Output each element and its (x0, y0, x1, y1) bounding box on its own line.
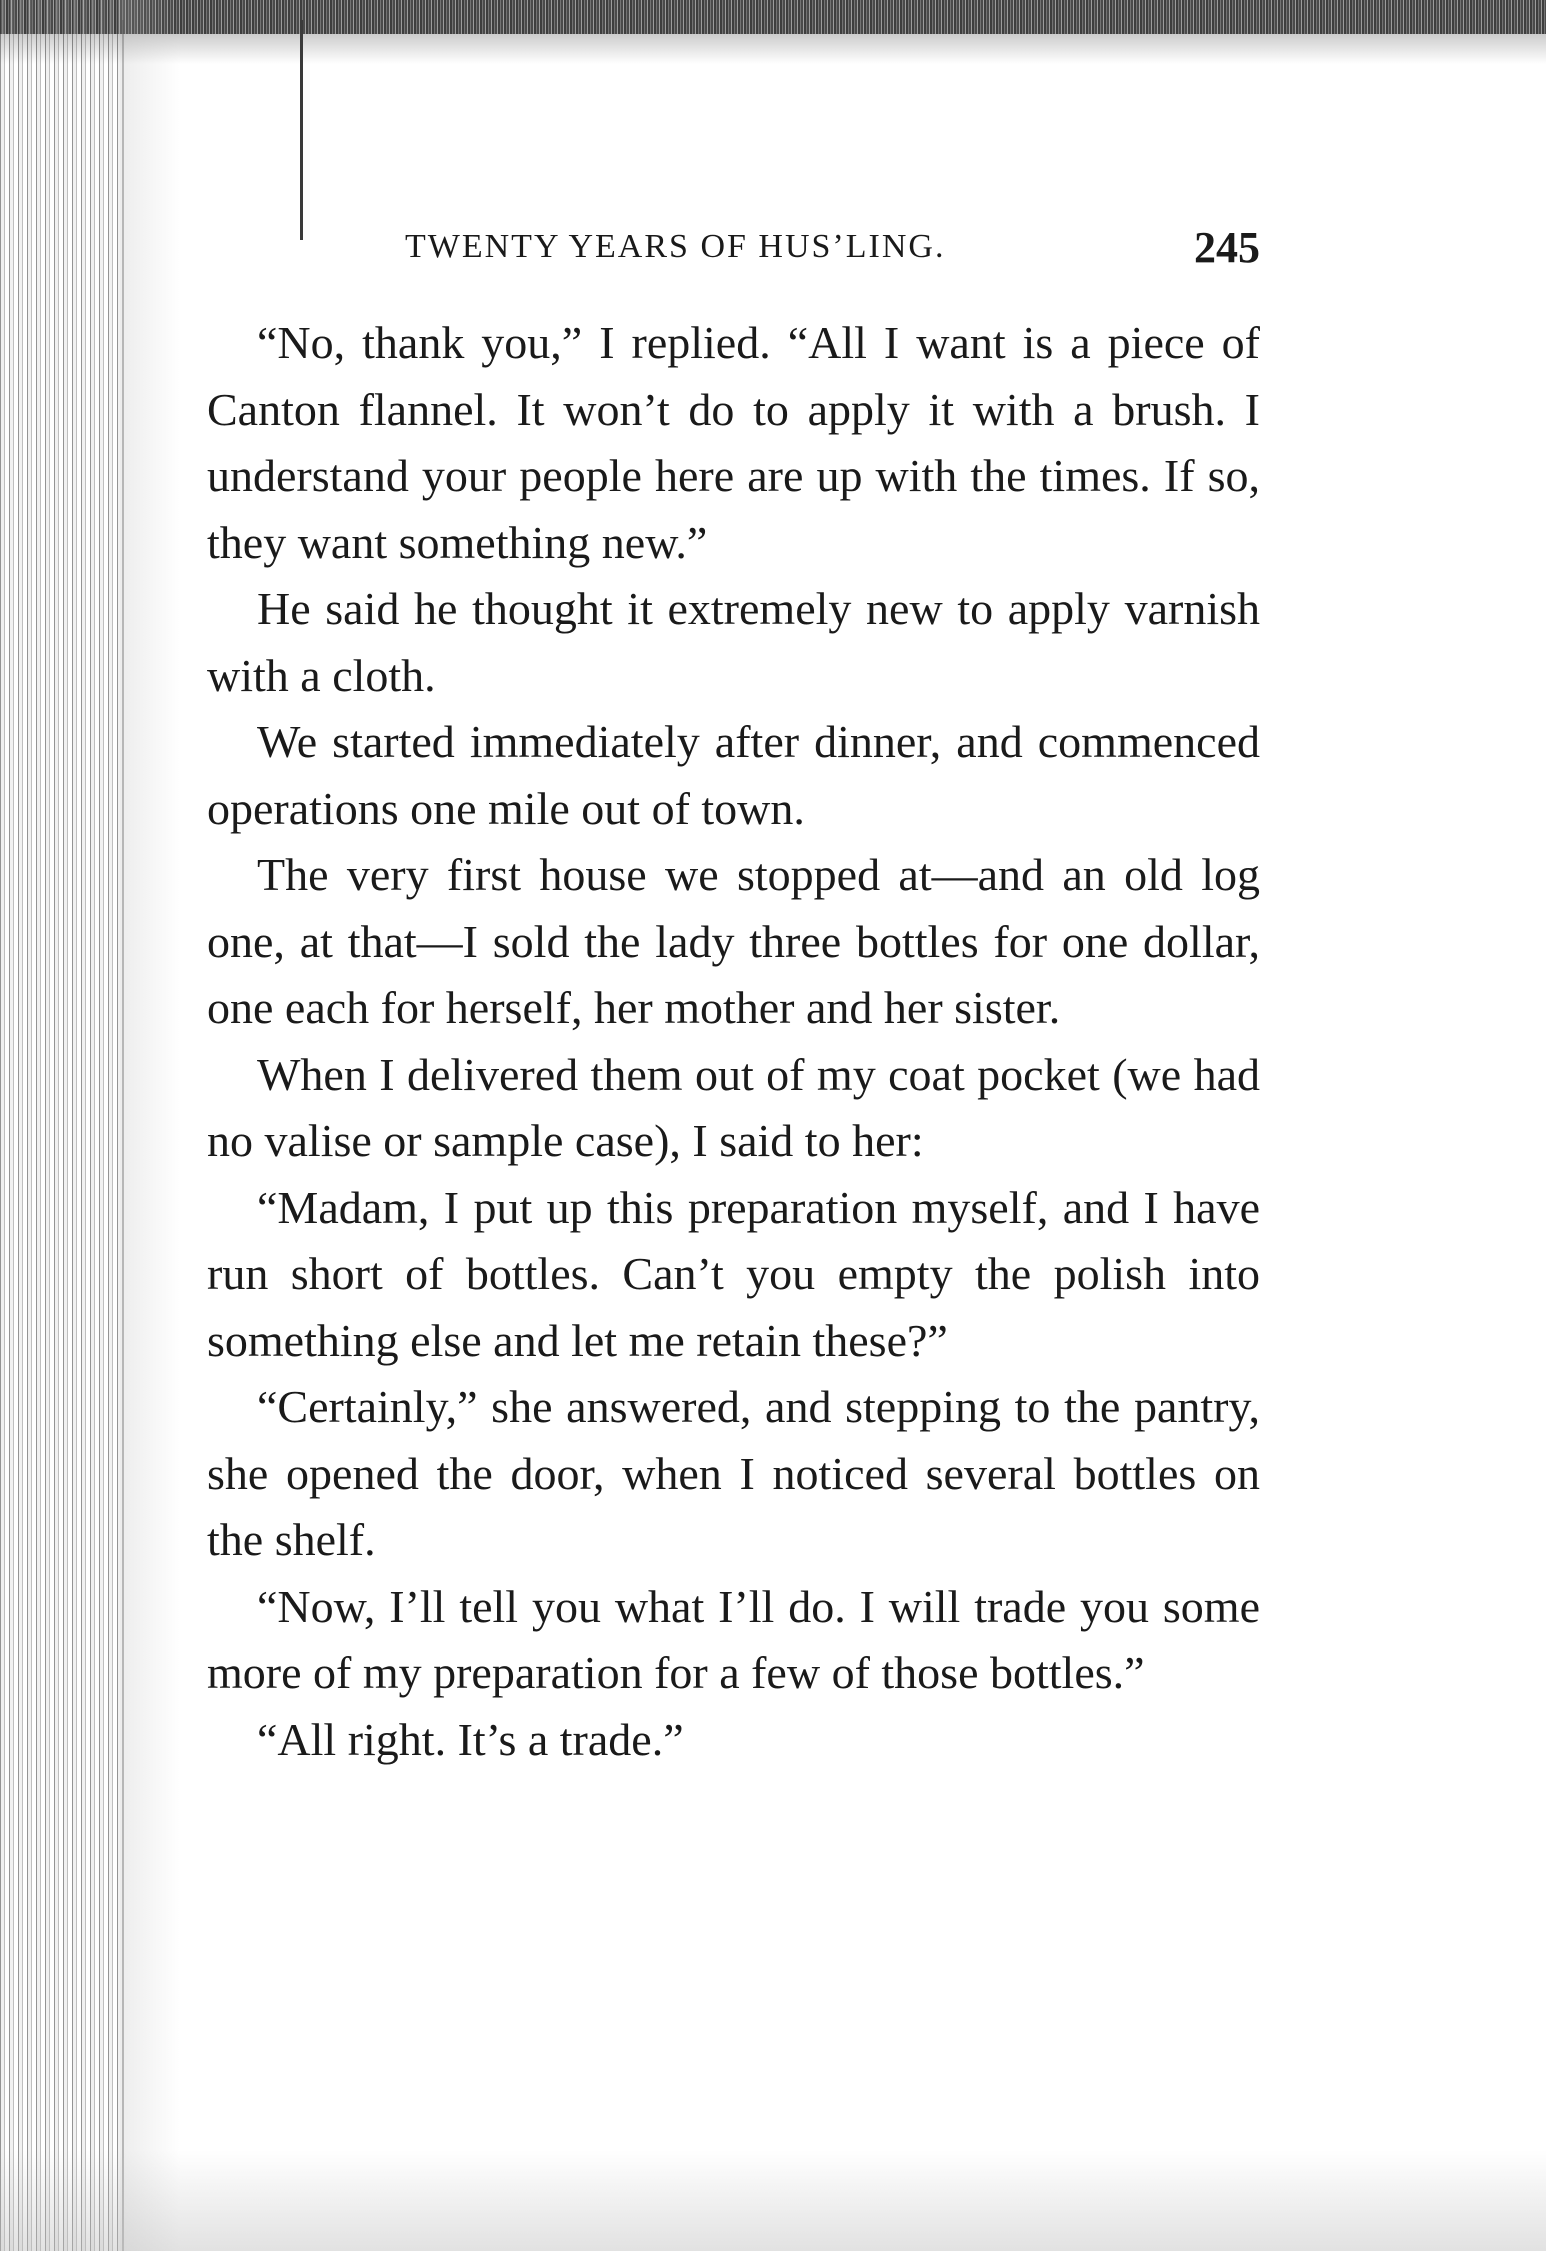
paragraph: We started immediately after dinner, and commenced operations one mile out of town. (207, 716, 1260, 834)
scan-edge-top (0, 0, 1546, 34)
paragraph: “Now, I’ll tell you what I’ll do. I will trade you some more of my preparation for a few of those bottles.” (207, 1580, 1260, 1698)
paragraph: He said he thought it extremely new to apply varnish with a cloth. (207, 583, 1260, 701)
paragraph: “Certainly,” she answered, and stepping to the pantry, she opened the door, when I noticed several bottles on the shelf. (207, 1381, 1260, 1565)
paragraph: The very first house we stopped at—and an old log one, at that—I sold the lady three bottles for one dollar, one each for herself, her mother and her sister. (207, 849, 1260, 1033)
scan-shadow-bottom (0, 2150, 1546, 2251)
paragraph: “No, thank you,” I replied. “All I want is a piece of Canton flannel. It won’t do to apply it with a brush. I understand your people here are up with the times. If so, they want something new.” (207, 317, 1260, 568)
paragraph: When I delivered them out of my coat pocket (we had no valise or sample case), I said to her: (207, 1048, 1260, 1166)
scan-shadow-left (120, 0, 180, 2251)
running-head: TWENTY YEARS OF HUS’LING. (405, 228, 946, 265)
paragraph: “Madam, I put up this preparation myself, and I have run short of bottles. Can’t you empty the polish into something else and let me retain these?” (207, 1181, 1260, 1366)
scan-shadow-top (0, 34, 1546, 64)
body-text (207, 310, 1260, 1773)
gutter-line (300, 20, 303, 240)
binding-line (122, 20, 124, 2251)
paragraph: “All right. It’s a trade.” (257, 1713, 684, 1765)
page-number: 245 (1194, 223, 1260, 272)
page-header (405, 222, 1260, 282)
scan-edge-left (0, 0, 120, 2251)
